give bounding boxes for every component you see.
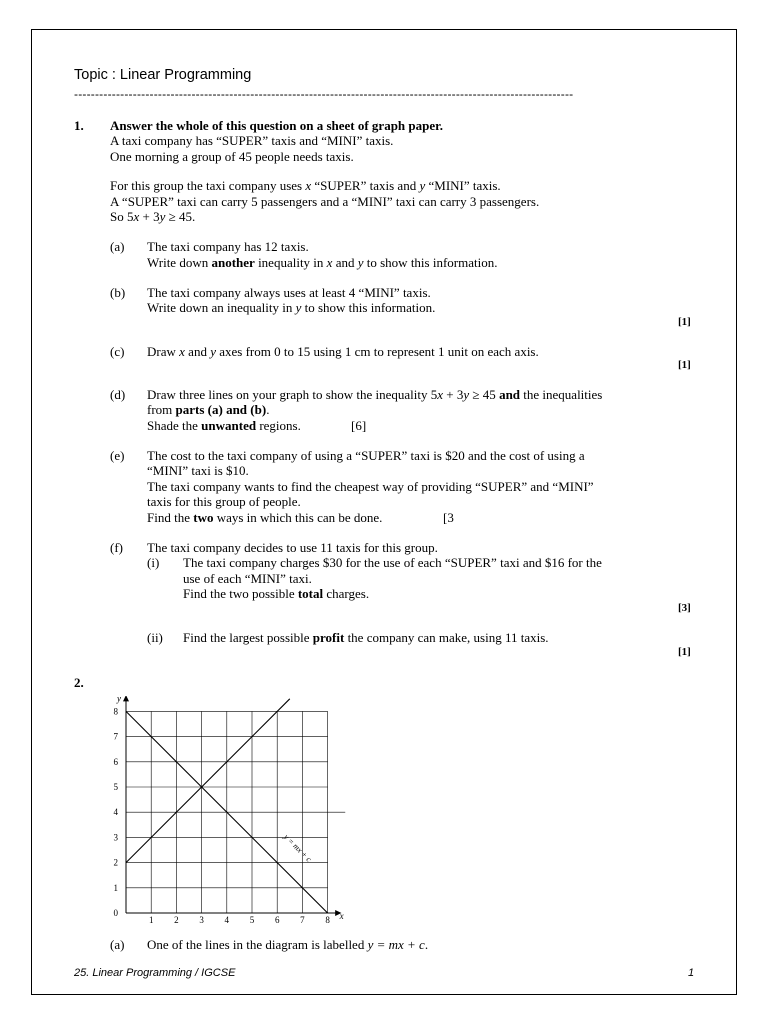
q1-intro-line: A “SUPER” taxi can carry 5 passengers and a “MINI” taxi can carry 3 passengers.	[110, 194, 540, 209]
part-b-label: (b)	[110, 285, 126, 300]
y-tick-label: 5	[113, 782, 118, 792]
x-tick-label: 5	[249, 915, 255, 925]
x-tick-label: 7	[300, 915, 305, 925]
part-b-text: Write down an inequality in y to show this information.	[147, 300, 436, 315]
x-tick-label: 6	[274, 915, 280, 925]
y-tick-label: 7	[113, 731, 118, 742]
question-2-number: 2.	[74, 675, 84, 690]
part-f-i-mark: [3]	[678, 602, 691, 614]
part-b-text: The taxi company always uses at least 4 “MINI” taxis.	[147, 285, 431, 300]
part-d-text: Shade the unwanted regions.	[147, 418, 301, 433]
page-title: Topic : Linear Programming	[74, 67, 252, 83]
y-axis-arrow	[123, 696, 129, 701]
part-e-text: The taxi company wants to find the cheapest way of providing “SUPER” and “MINI”	[147, 479, 594, 494]
y-axis-label: y	[117, 696, 121, 704]
y-tick-label: 4	[113, 807, 118, 818]
x-tick-label: 8	[325, 915, 330, 925]
part-a-label: (a)	[110, 239, 125, 254]
part-e-text: “MINI” taxi is $10.	[147, 463, 249, 478]
part-d-label: (d)	[110, 387, 126, 402]
q1-intro-line: So 5x + 3y ≥ 45.	[110, 209, 196, 224]
coordinate-graph	[96, 696, 356, 926]
x-tick-label: 2	[174, 915, 179, 925]
part-a-text: The taxi company has 12 taxis.	[147, 239, 309, 254]
q2-part-a-label: (a)	[110, 937, 125, 952]
part-a-text: Write down another inequality in x and y to show this information.	[147, 255, 498, 270]
footer-title: 25. Linear Programming / IGCSE	[74, 967, 236, 979]
x-axis-label: x	[339, 911, 344, 921]
part-e-label: (e)	[110, 448, 125, 463]
part-c-text: Draw x and y axes from 0 to 15 using 1 cm to represent 1 unit on each axis.	[147, 344, 539, 359]
part-f-text: The taxi company decides to use 11 taxis for this group.	[147, 540, 438, 555]
part-f-i-text: Find the two possible total charges.	[183, 586, 370, 601]
origin-label: 0	[113, 908, 118, 918]
title-rule: -----------------------------------------------------------------------------------------------------------------------	[74, 87, 574, 101]
part-d-mark: [6]	[351, 418, 367, 433]
line-rising	[126, 699, 290, 863]
question-1-number: 1.	[74, 118, 84, 133]
y-tick-label: 1	[113, 882, 118, 893]
q2-part-a-text: One of the lines in the diagram is labelled y = mx + c.	[147, 937, 429, 952]
q1-intro-heading: Answer the whole of this question on a sheet of graph paper.	[110, 118, 443, 133]
y-tick-label: 2	[113, 857, 118, 868]
part-f-label: (f)	[110, 540, 123, 555]
y-tick-label: 8	[113, 706, 118, 717]
y-tick-label: 6	[113, 756, 118, 767]
q1-intro-line: A taxi company has “SUPER” taxis and “MINI” taxis.	[110, 133, 394, 148]
x-tick-label: 1	[148, 915, 154, 925]
part-f-i-text: The taxi company charges $30 for the use of each “SUPER” taxi and $16 for the	[183, 555, 602, 570]
q1-intro-line: One morning a group of 45 people needs taxis.	[110, 149, 354, 164]
part-d-text: from parts (a) and (b).	[147, 402, 270, 417]
x-tick-label: 4	[224, 915, 230, 925]
y-tick-label: 3	[113, 832, 118, 843]
page-number: 1	[688, 967, 695, 979]
part-c-label: (c)	[110, 344, 125, 359]
part-e-mark: [3	[443, 510, 454, 525]
part-f-ii-mark: [1]	[678, 646, 691, 658]
part-f-i-label: (i)	[147, 555, 160, 570]
part-f-ii-text: Find the largest possible profit the company can make, using 11 taxis.	[183, 630, 549, 645]
q1-intro-line: For this group the taxi company uses x “SUPER” taxis and y “MINI” taxis.	[110, 178, 501, 193]
x-tick-label: 3	[199, 915, 204, 925]
part-c-mark: [1]	[678, 359, 691, 371]
part-f-i-text: use of each “MINI” taxi.	[183, 571, 312, 586]
part-f-ii-label: (ii)	[147, 630, 163, 645]
part-e-text: taxis for this group of people.	[147, 494, 301, 509]
part-b-mark: [1]	[678, 316, 691, 328]
part-d-text: Draw three lines on your graph to show the inequality 5x + 3y ≥ 45 and the inequalities	[147, 387, 603, 402]
part-e-text: Find the two ways in which this can be done.	[147, 510, 383, 525]
line-label: y = mx + c	[282, 832, 314, 864]
part-e-text: The cost to the taxi company of using a “SUPER” taxi is $20 and the cost of using a	[147, 448, 585, 463]
